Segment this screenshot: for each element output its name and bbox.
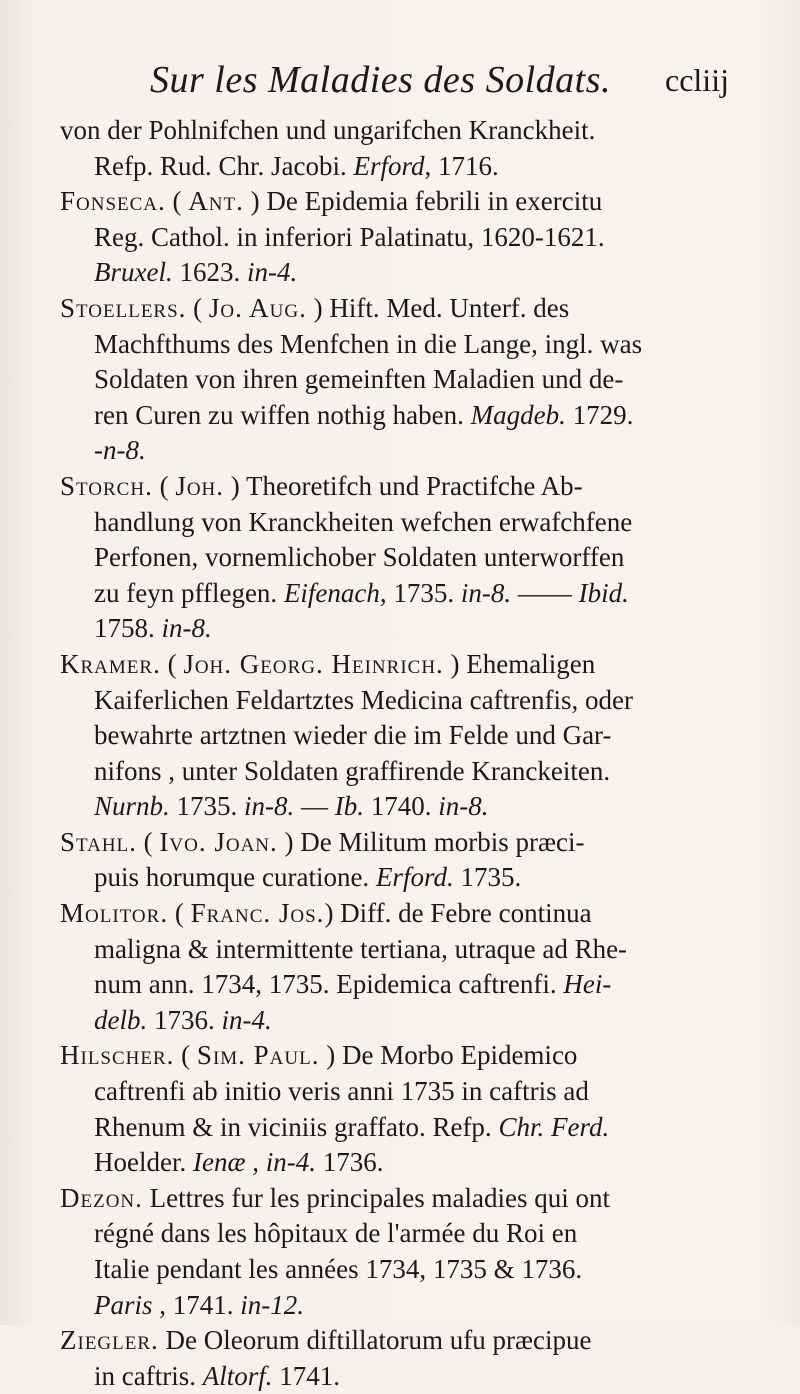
entry-text: 1729. (565, 399, 634, 430)
entry-line (60, 1323, 750, 1359)
entry-text: Lettres fur les principales maladies qui ont (142, 1182, 611, 1213)
entry-line (60, 825, 750, 861)
entry-line (60, 611, 750, 647)
entry-text: régné dans les hôpitaux de l'armée du Roi en (94, 1218, 578, 1249)
entry-text: ) De Epidemia febrili in exercitu (243, 186, 603, 217)
entry-text: 1736. (315, 1147, 384, 1178)
entry-text: 1741. (272, 1360, 340, 1391)
italic-text: in-4. (246, 257, 298, 288)
entry-line (60, 718, 750, 754)
bibliography-entry (60, 291, 750, 469)
author-name: Joh. (175, 470, 225, 501)
entry-line (60, 860, 750, 896)
italic-text: Nurnb. (94, 791, 170, 822)
entry-line (60, 469, 750, 505)
entry-text: ( (165, 186, 189, 217)
entry-text: ) Diff. de Febre continua (324, 898, 592, 929)
italic-text: Ib. (334, 791, 365, 822)
author-name: Kramer. (60, 648, 161, 679)
bibliography-entry (60, 113, 750, 184)
author-name: Molitor. (60, 898, 169, 929)
entry-line (60, 967, 750, 1003)
running-title: Sur les Maladies des Soldats. (150, 59, 611, 101)
entry-text: ( (168, 898, 191, 929)
entry-text: in caftris. (94, 1360, 203, 1391)
entry-text: De Oleorum diftillatorum ufu præcipue (158, 1325, 592, 1356)
entry-text: von der Pohlnifchen und ungarifchen Kranckheit. (60, 115, 596, 145)
bibliography-entry (60, 1038, 750, 1180)
italic-text: Magdeb. (470, 399, 566, 430)
entry-line (60, 754, 750, 790)
entry-text: , 1735. (379, 577, 461, 608)
italic-text: in-8. (161, 613, 212, 644)
italic-text: Ienæ (192, 1147, 246, 1178)
entry-text: ) Theoretifch und Practifche Ab- (224, 470, 583, 501)
entry-text: 1623. (172, 257, 247, 288)
entry-line (60, 362, 750, 398)
entry-text: Machfthums des Menfchen in die Lange, ingl. was (94, 328, 643, 359)
italic-text: in-8. (460, 577, 512, 608)
italic-text: in-8. (438, 791, 489, 822)
entry-text: Italie pendant les années 1734, 1735 & 1736. (94, 1254, 583, 1284)
entry-text: maligna & intermittente tertiana, utraque ad Rhe- (94, 933, 628, 964)
author-name: Dezon. (60, 1182, 143, 1213)
italic-text: Chr. Ferd. (498, 1111, 610, 1142)
italic-text: Hei- (563, 969, 612, 1000)
page-header (0, 58, 800, 108)
entry-line (60, 1216, 750, 1252)
entry-text: caftrenfi ab initio veris anni 1735 in caftris ad (94, 1076, 589, 1107)
entry-text: zu feyn pfflegen. (94, 577, 284, 608)
entry-text: ( (152, 470, 176, 501)
bibliography-list (60, 113, 750, 1394)
italic-text: in-4. (221, 1004, 272, 1035)
italic-text: in-8. (244, 791, 295, 822)
entry-line (60, 683, 750, 719)
entry-text: ) De Morbo Epidemico (319, 1040, 578, 1071)
entry-line (60, 149, 750, 185)
entry-text: — (294, 791, 335, 822)
entry-text: Soldaten von ihren gemeinften Maladien und de- (94, 364, 624, 395)
author-name: Jo. Aug. (208, 292, 307, 323)
bibliography-entry (60, 647, 750, 825)
entry-text: —— (511, 577, 579, 608)
italic-text: in-12. (240, 1289, 305, 1320)
italic-text: Erford. (375, 862, 454, 893)
entry-line (60, 1288, 750, 1324)
italic-text: Altorf. (202, 1360, 273, 1391)
author-name: Franc. Jos. (190, 898, 325, 929)
entry-text: Hoelder. (94, 1147, 193, 1178)
bibliography-entry (60, 469, 750, 647)
entry-text: ) Hift. Med. Unterf. des (306, 292, 570, 323)
entry-line (60, 220, 750, 256)
author-name: Ant. (188, 186, 244, 217)
entry-text: Reg. Cathol. in inferiori Palatinatu, 1620-1621. (94, 221, 605, 252)
entry-text: num ann. 1734, 1735. Epidemica caftrenfi. (94, 969, 564, 1000)
entry-line (60, 1003, 750, 1039)
entry-line (60, 1110, 750, 1146)
page-number: ccliij (665, 62, 729, 98)
entry-text: ( (186, 292, 209, 323)
entry-line (60, 505, 750, 541)
italic-text: -n-8. (94, 435, 146, 466)
bibliography-entry (60, 184, 750, 291)
author-name: Ziegler. (60, 1325, 159, 1356)
italic-text: Eifenach (283, 577, 380, 608)
entry-text: 1758. (94, 613, 162, 644)
entry-line (60, 1252, 750, 1288)
entry-text: , 1741. (152, 1289, 241, 1320)
entry-line (60, 184, 750, 220)
author-name: Ivo. Joan. (159, 826, 278, 857)
entry-text: ren Curen zu wiffen nothig haben. (94, 399, 471, 430)
entry-text: , (245, 1147, 266, 1178)
entry-text: , 1716. (424, 150, 499, 181)
entry-text: ) Ehemaligen (443, 648, 596, 679)
author-name: Fonseca. (60, 186, 166, 217)
entry-text: 1735. (453, 862, 522, 893)
italic-text: delb. (94, 1004, 148, 1035)
entry-text: Rhenum & in viciniis graffato. Refp. (94, 1111, 499, 1142)
entry-line (60, 291, 750, 327)
entry-text: Refp. Rud. Chr. Jacobi. (94, 150, 354, 181)
author-name: Sim. Paul. (196, 1040, 320, 1071)
bibliography-entry (60, 1323, 750, 1394)
entry-text: ( (136, 826, 160, 857)
entry-line (60, 1359, 750, 1394)
entry-text: nifons , unter Soldaten graffirende Kranckeiten. (94, 755, 611, 786)
bibliography-entry (60, 1181, 750, 1323)
entry-line (60, 433, 750, 469)
entry-text: 1736. (147, 1004, 222, 1035)
italic-text: Erford (353, 150, 425, 181)
entry-text: 1735. (169, 791, 245, 822)
italic-text: Paris (94, 1289, 153, 1320)
author-name: Storch. (60, 470, 153, 501)
italic-text: in-4. (265, 1147, 316, 1178)
entry-line (60, 647, 750, 683)
italic-text: Bruxel. (94, 257, 173, 288)
entry-text: Kaiferlichen Feldartztes Medicina caftrenfis, oder (94, 684, 633, 715)
author-name: Joh. Georg. Heinrich. (183, 648, 444, 679)
author-name: Hilscher. (60, 1040, 175, 1071)
entry-text: ( (160, 648, 184, 679)
entry-line (60, 398, 750, 434)
entry-line (60, 327, 750, 363)
entry-line (60, 255, 750, 291)
entry-text: Perfonen, vornemlichober Soldaten unterworffen (94, 542, 625, 573)
entry-line (60, 1074, 750, 1110)
entry-text: bewahrte artztnen wieder die im Felde und Gar- (94, 720, 612, 751)
entry-line (60, 1038, 750, 1074)
entry-line (60, 1145, 750, 1181)
entry-text: 1740. (364, 791, 439, 822)
entry-line (60, 576, 750, 612)
entry-text: ) De Militum morbis præci- (277, 826, 585, 857)
entry-text: puis horumque curatione. (94, 862, 376, 893)
entry-text: handlung von Kranckheiten wefchen erwafchfene (94, 506, 633, 537)
author-name: Stoellers. (60, 292, 187, 323)
entry-text: ( (174, 1040, 197, 1071)
entry-line (60, 113, 750, 149)
bibliography-entry (60, 896, 750, 1038)
italic-text: Ibid. (578, 577, 629, 608)
entry-line (60, 540, 750, 576)
entry-line (60, 1181, 750, 1217)
bibliography-entry (60, 825, 750, 896)
entry-line (60, 932, 750, 968)
author-name: Stahl. (60, 826, 137, 857)
entry-line (60, 896, 750, 932)
entry-line (60, 789, 750, 825)
